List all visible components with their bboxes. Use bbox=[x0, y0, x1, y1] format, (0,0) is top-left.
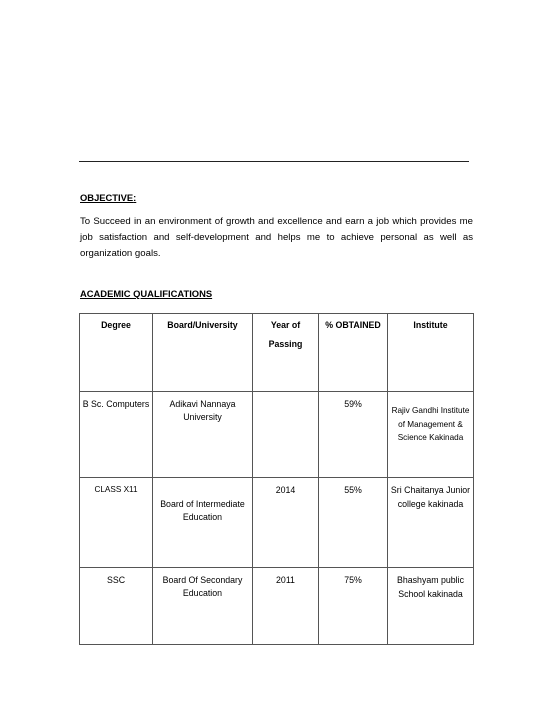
header-board: Board/University bbox=[153, 314, 253, 392]
degree-cell bbox=[80, 568, 153, 645]
percent-value: 75% bbox=[344, 575, 362, 585]
table-row bbox=[80, 392, 474, 478]
board-cell bbox=[153, 478, 253, 568]
year-cell bbox=[253, 478, 319, 568]
degree-value: SSC bbox=[106, 575, 126, 585]
header-divider bbox=[79, 161, 469, 162]
institute-value: Bhashyam public School kakinada bbox=[397, 575, 464, 599]
year-value bbox=[253, 392, 318, 398]
year-value: 2014 bbox=[275, 485, 296, 495]
percent-cell bbox=[319, 568, 388, 645]
institute-value: Rajiv Gandhi Institute of Management & Science Kakinada bbox=[391, 406, 470, 442]
table-header-row bbox=[80, 314, 474, 392]
header-percent: % OBTAINED bbox=[319, 314, 388, 392]
degree-value: CLASS X11 bbox=[94, 485, 138, 494]
institute-cell bbox=[388, 392, 474, 478]
institute-cell bbox=[388, 478, 474, 568]
qualifications-table bbox=[79, 313, 474, 645]
header-year: Year of Passing bbox=[253, 314, 319, 392]
year-cell bbox=[253, 568, 319, 645]
degree-cell bbox=[80, 392, 153, 478]
institute-cell bbox=[388, 568, 474, 645]
year-value: 2011 bbox=[276, 575, 295, 585]
table-row bbox=[80, 478, 474, 568]
board-cell bbox=[153, 392, 253, 478]
header-institute: Institute bbox=[388, 314, 474, 392]
percent-value: 59% bbox=[344, 399, 362, 409]
board-value: Adikavi Nannaya University bbox=[169, 399, 236, 422]
objective-heading bbox=[80, 192, 136, 203]
board-value: Board of Intermediate Education bbox=[160, 499, 245, 522]
percent-cell bbox=[319, 392, 388, 478]
objective-heading-colon: : bbox=[133, 192, 137, 203]
board-cell bbox=[153, 568, 253, 645]
year-cell bbox=[253, 392, 319, 478]
academic-qualifications-heading: ACADEMIC QUALIFICATIONS bbox=[80, 288, 213, 299]
header-degree: Degree bbox=[80, 314, 153, 392]
board-value: Board Of Secondary Education bbox=[162, 575, 243, 598]
objective-heading-text: OBJECTIVE bbox=[80, 192, 134, 203]
degree-cell bbox=[80, 478, 153, 568]
percent-value: 55% bbox=[344, 485, 362, 495]
institute-value: Sri Chaitanya Junior college kakinada bbox=[390, 485, 471, 509]
table-row bbox=[80, 568, 474, 645]
degree-value: B Sc. Computers bbox=[82, 399, 150, 409]
percent-cell bbox=[319, 478, 388, 568]
objective-text: To Succeed in an environment of growth and excellence and earn a job which provides me job satisfaction and self-development and helps me to achieve personal as well as organization goals. bbox=[80, 216, 473, 259]
